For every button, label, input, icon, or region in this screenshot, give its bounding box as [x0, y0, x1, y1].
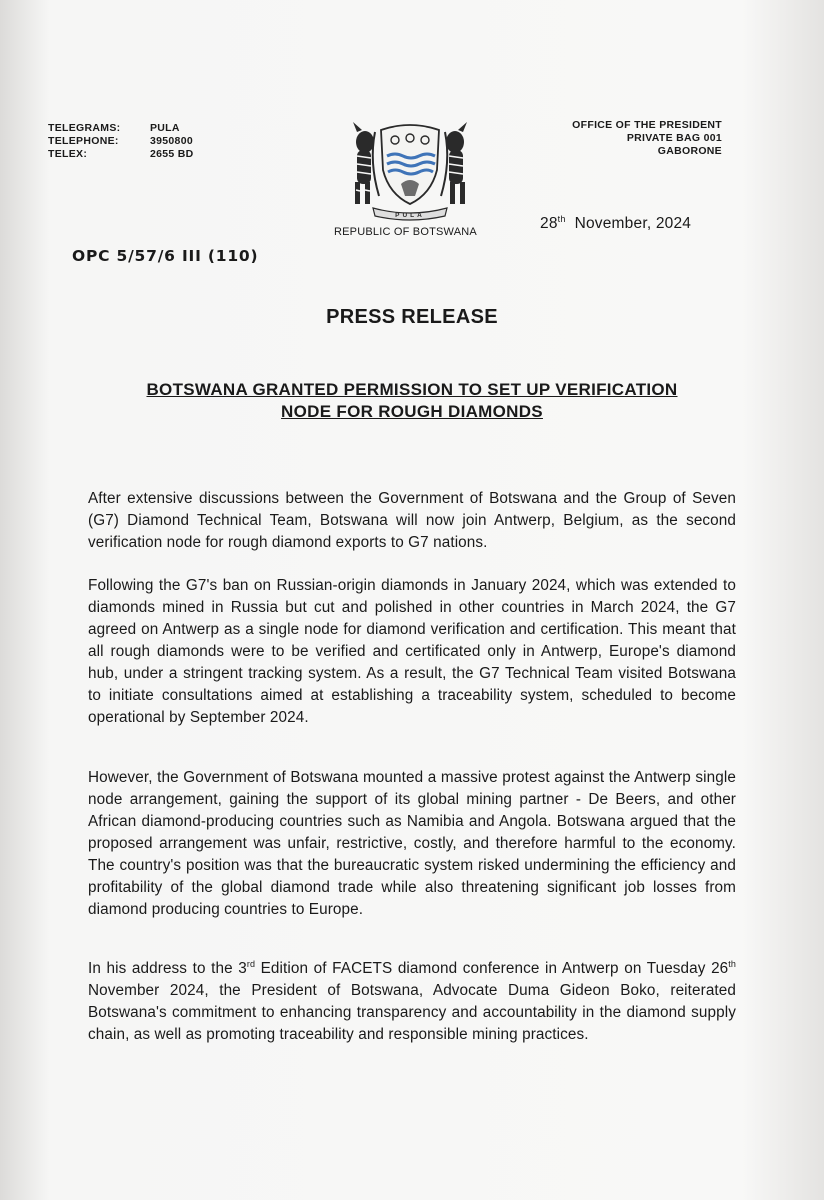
contact-label: TELEX:: [48, 148, 88, 160]
contact-block: [48, 122, 194, 161]
reference-number: OPC 5/57/6 III (110): [72, 247, 259, 265]
contact-value: 3950800: [150, 135, 193, 147]
office-line-2: PRIVATE BAG 001: [626, 132, 722, 144]
paragraph-1: After extensive discussions between the Government of Botswana and the Group of Seven (G7) Diamond Technical Team, Botswana will now join Antwerp, Belgium, as the second verification node for rough diamond exports to G7 nations.: [88, 490, 736, 551]
p4-part-a: In his address to the 3: [88, 960, 247, 977]
headline-line-1: BOTSWANA GRANTED PERMISSION TO SET UP VERIFICATION: [146, 380, 678, 399]
headline: [60, 379, 764, 423]
paragraph-3: However, the Government of Botswana mounted a massive protest against the Antwerp single node arrangement, gaining the support of its global mining partner - De Beers, and other African diamond-producing countries such as Namibia and Angola. Botswana argued that the proposed arrangement was unfair, restrictive, costly, and therefore harmful to the economy. The country's position was that the bureaucratic system risked undermining the efficiency and profitability of the global diamond trade while also threatening significant job losses from diamond producing countries to Europe.: [88, 769, 736, 918]
office-line-1: OFFICE OF THE PRESIDENT: [572, 119, 722, 131]
p4-part-c: November 2024, the President of Botswana, Advocate Duma Gideon Boko, reiterated Botswana's commitment to enhancing transparency and accountability in the diamond supply chain, as well as promoting traceability and responsible mining practices.: [88, 982, 736, 1043]
contact-row-telex: [48, 148, 194, 161]
headline-line-2: NODE FOR ROUGH DIAMONDS: [281, 402, 543, 421]
p4-part-b: Edition of FACETS diamond conference in Antwerp on Tuesday 26: [255, 960, 729, 977]
contact-row-telephone: [48, 135, 194, 148]
coat-of-arms-icon: [335, 112, 485, 222]
contact-row-telegrams: [48, 122, 194, 135]
contact-value: 2655 BD: [150, 148, 194, 160]
date-rest: November, 2024: [574, 215, 692, 233]
date-suffix: th: [557, 214, 566, 224]
office-address: [572, 119, 722, 158]
paragraph-4: [88, 958, 736, 1046]
contact-value: PULA: [150, 122, 180, 134]
contact-label: TELEPHONE:: [48, 135, 119, 147]
document-title: PRESS RELEASE: [326, 306, 498, 328]
date-day: 28: [540, 215, 558, 233]
paragraph-2: Following the G7's ban on Russian-origin diamonds in January 2024, which was extended to diamonds mined in Russia but cut and polished in other countries in March 2024, the G7 agreed on Antwerp as a single node for diamond verification and certification. This meant that all rough diamonds were to be verified and certificated only in Antwerp, Europe's diamond hub, under a stringent tracking system. As a result, the G7 Technical Team visited Botswana to initiate consultations aimed at establishing a traceability system, scheduled to become operational by September 2024.: [88, 577, 736, 726]
crest-motto: PULA: [395, 212, 425, 219]
contact-label: TELEGRAMS:: [48, 122, 121, 134]
p4-sup-a: rd: [246, 958, 256, 969]
p4-sup-b: th: [728, 958, 736, 969]
release-date: [540, 214, 691, 233]
office-line-3: GABORONE: [657, 145, 722, 157]
republic-label: REPUBLIC OF BOTSWANA: [334, 226, 477, 238]
